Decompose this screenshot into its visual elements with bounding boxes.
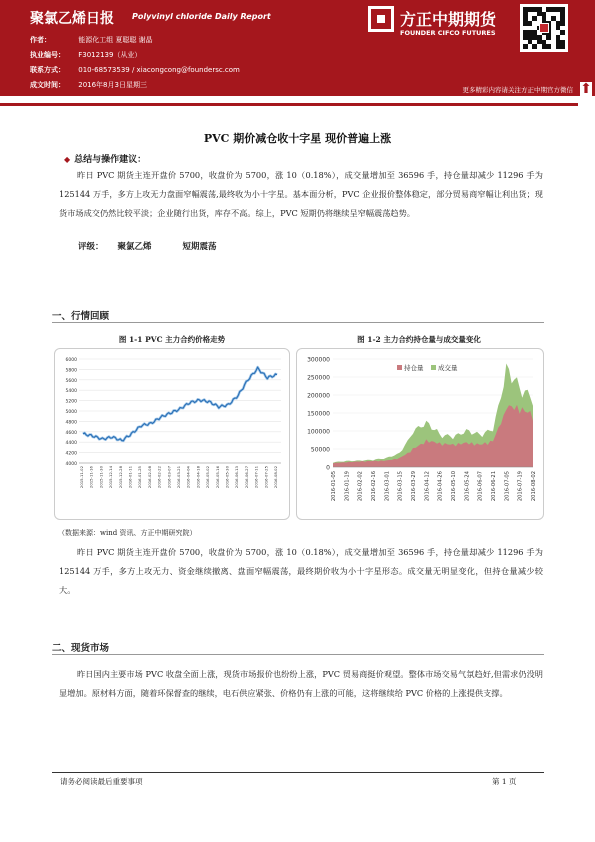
rating-label: 评级： 聚氯乙烯 [78,242,152,252]
wechat-note: 更多精彩内容请关注方正中期官方微信 [462,86,573,94]
y-tick-label: 5200 [65,399,77,405]
x-tick-label: 2016-02-22 [156,466,162,489]
triangle-bullet-icon: ◆ [64,154,71,164]
x-tick-label: 2015-11-02 [79,466,84,489]
page-number: 第 1 页 [492,777,517,786]
x-tick-label: 2016-04-12 [424,471,431,502]
y-tick-label: 4000 [65,462,77,467]
section-market-review-title: 一、行情回顾 [52,311,110,322]
x-tick-label: 2016-08-02 [531,471,537,502]
y-tick-label: 4400 [65,441,77,447]
date-row [30,80,147,90]
y-tick-label: 150000 [307,410,330,418]
y-tick-label: 5600 [65,378,77,384]
x-tick-label: 2016-06-27 [243,466,249,489]
x-tick-label: 2016-07-19 [517,471,524,502]
legend-swatch [397,365,402,370]
x-tick-label: 2016-06-21 [491,471,497,502]
x-tick-label: 2016-05-16 [214,466,220,489]
legend-swatch [431,365,436,370]
logo-text-cn: 方正中期期货 [400,10,497,29]
x-tick-label: 2016-06-13 [234,466,240,489]
rating-value: 短期震荡 [182,242,217,252]
y-tick-label: 4600 [65,430,77,436]
y-tick-label: 5800 [65,368,77,374]
x-tick-label: 2016-04-18 [195,466,201,489]
x-tick-label: 2016-05-02 [205,466,211,489]
company-logo [368,6,516,42]
x-tick-label: 2016-03-29 [411,471,417,502]
price-line [83,367,277,441]
x-tick-label: 2016-05-30 [224,466,230,489]
footer-disclaimer: 请务必阅读最后重要事项 [60,777,143,786]
license-value: F3012139（从业） [78,51,142,59]
x-tick-label: 2016-03-15 [397,471,404,502]
price-chart [55,349,291,521]
y-tick-label: 5000 [65,410,77,415]
wechat-qr-code-icon [520,4,568,52]
x-tick-label: 2016-01-11 [127,466,133,489]
section-divider [52,322,544,323]
x-tick-label: 2016-03-21 [176,466,181,489]
x-tick-label: 2015-11-30 [98,466,104,489]
author-row [30,35,153,45]
date-label: 成文时间： [30,81,65,89]
report-title: 聚氯乙烯日报 [30,11,114,27]
x-tick-label: 2015-12-14 [108,466,114,489]
logo-text-en: FOUNDER CIFCO FUTURES [400,29,496,37]
y-tick-label: 4800 [65,420,77,426]
x-tick-label: 2016-05-10 [451,471,457,502]
volume-chart [297,349,545,521]
x-tick-label: 2016-06-07 [477,471,484,502]
summary-paragraph: 昨日 PVC 期货主连开盘价 5700，收盘价为 5700，涨 10（0.18%），成交量增加至 36596 手，持仓量却减少 11296 手为 125144 万手，多方上攻无力盘面窄幅震荡,最终收为小十字星。基本面分析，PVC 企业报价整体稳定，部分贸易商窄幅让利出货；现货市场成交仍然比较平淡；企业随行出货，库存不高。综上，PVC 短期仍将继续呈窄幅震荡趋势。 [59,170,543,218]
x-tick-label: 2016-08-02 [273,466,278,489]
contact-label: 联系方式： [30,66,65,74]
x-tick-label: 2015-11-16 [88,466,94,489]
license-row [30,50,141,60]
arrow-up-icon: ⬆ [580,82,592,100]
legend-label: 持仓量 [404,364,424,372]
report-subtitle: Polyvinyl chloride Daily Report [132,12,271,21]
figure-2-caption: 图 1-2 主力合约持仓量与成交量变化 [357,335,481,344]
x-tick-label: 2016-03-07 [166,466,172,489]
price-chart-frame [54,348,290,520]
rating-line [78,240,231,252]
y-tick-label: 6000 [65,358,77,363]
x-tick-label: 2016-07-05 [504,471,511,502]
x-tick-label: 2016-02-08 [146,466,152,489]
logo-mark-icon [368,6,394,32]
x-tick-label: 2016-02-16 [371,471,377,502]
y-tick-label: 0 [326,464,330,472]
x-tick-label: 2016-07-11 [253,466,259,489]
y-tick-label: 5400 [65,389,77,395]
footer-divider [52,772,544,773]
author-value: 能源化工组 夏聪聪 谢晶 [78,36,153,44]
y-tick-label: 4200 [65,451,77,457]
header-banner [0,0,595,96]
header-divider [0,103,578,106]
price-line-shadow [83,367,277,441]
x-tick-label: 2016-05-24 [464,471,471,502]
contact-row [30,65,240,75]
spot-market-paragraph: 昨日国内主要市场 PVC 收盘全面上涨，现货市场报价也纷纷上涨，PVC 贸易商挺价观望。整体市场交易气氛趋好,但需求仍没明显增加。原材料方面，随着环保督查的继续，电石供应紧张、价格仍有上涨的可能，这将继续给 PVC 价格的上涨提供支撑。 [59,669,543,698]
market-review-paragraph: 昨日 PVC 期货主连开盘价 5700，收盘价为 5700，涨 10（0.18%），成交量增加至 36596 手，持仓量却减少 11296 手为 125144 万手，多方上攻无力、资金继续撤离、盘面窄幅震荡，最终期价收为小十字星形态。成交量无明显变化，但持仓量减少较大。 [59,547,543,595]
volume-chart-frame [296,348,544,520]
x-tick-label: 2016-04-26 [437,471,444,502]
y-tick-label: 300000 [307,356,330,364]
x-tick-label: 2016-01-25 [137,466,143,489]
contact-value: 010-68573539 / xiacongcong@foundersc.com [78,66,240,74]
x-tick-label: 2016-02-02 [357,471,364,502]
x-tick-label: 2015-12-28 [117,466,123,489]
y-tick-label: 100000 [307,428,330,436]
x-tick-label: 2016-03-01 [384,471,391,502]
data-source-note: （数据来源：wind 资讯、方正中期研究院） [58,529,197,537]
summary-heading: ◆ 总结与操作建议： [64,154,147,165]
legend-label: 成交量 [438,364,458,372]
license-label: 执业编号： [30,51,65,59]
section-divider [52,654,544,655]
date-value: 2016年8月3日星期三 [78,81,147,89]
x-tick-label: 2016-01-05 [331,471,337,502]
document-title: PVC 期价减仓收十字星 现价普遍上涨 [203,132,392,145]
section-spot-market-title: 二、现货市场 [52,643,110,654]
author-label: 作者： [30,36,51,44]
x-tick-label: 2016-04-04 [185,466,191,489]
x-tick-label: 2016-07-25 [263,466,269,489]
y-tick-label: 250000 [307,374,330,382]
x-tick-label: 2016-01-19 [344,471,351,502]
y-tick-label: 50000 [310,446,330,454]
figure-1-caption: 图 1-1 PVC 主力合约价格走势 [118,335,226,344]
y-tick-label: 200000 [307,392,330,400]
